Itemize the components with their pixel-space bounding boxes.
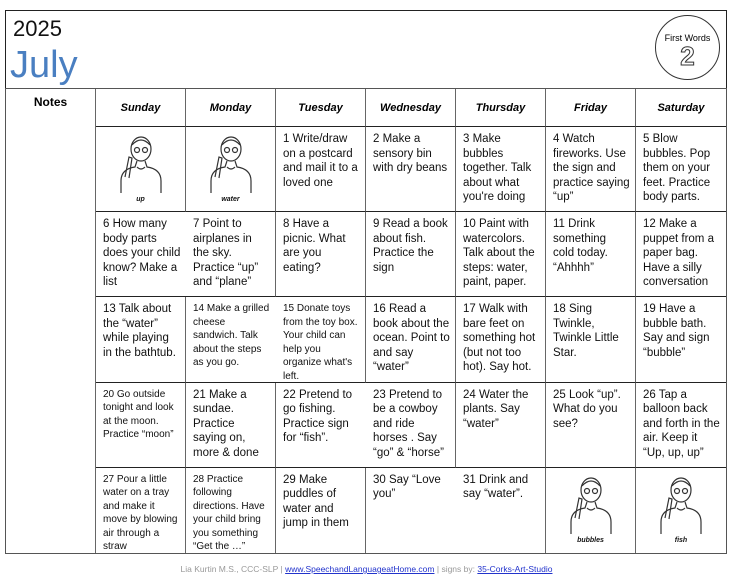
sign-illustration-water [186,127,276,212]
notes-column: Notes [6,89,96,553]
day-header-wednesday: Wednesday [366,89,456,127]
day-cell: 2 Make a sensory bin with dry beans [366,127,456,212]
day-cell: 22 Pretend to go fishing. Practice sign for “fish”. [276,383,366,468]
day-cell: 27 Pour a little water on a tray and make it move by blowing air through a straw [96,468,186,553]
day-cell: 21 Make a sundae. Practice saying on, more & done [186,383,276,468]
first-words-badge [655,15,720,80]
sign-figure-icon [201,131,261,193]
badge-number: 2 [680,41,695,71]
footer-separator: | [436,564,440,574]
footer [0,564,733,574]
day-cell: 4 Watch fireworks. Use the sign and practice saying “up” [546,127,636,212]
day-cell: 12 Make a puppet from a paper bag. Have a silly conversation [636,212,726,297]
day-cell: 28 Practice following directions. Have your child bring you something “Get the …” [186,468,276,553]
day-header-sunday: Sunday [96,89,186,127]
day-cell: 11 Drink something cold today. “Ahhhh” [546,212,636,297]
day-cell: 25 Look “up”. What do you see? [546,383,636,468]
day-cell: 24 Water the plants. Say “water” [456,383,546,468]
day-cell: 7 Point to airplanes in the sky. Practice “up” and “plane” [186,212,276,297]
sign-figure-icon [651,472,711,534]
day-header-tuesday: Tuesday [276,89,366,127]
day-cell: 20 Go outside tonight and look at the moon. Practice “moon” [96,383,186,468]
sign-caption: fish [674,537,688,545]
calendar-grid [5,88,727,554]
day-cell: 3 Make bubbles together. Talk about what you're doing [456,127,546,212]
day-cell: 19 Have a bubble bath. Say and sign “bubble” [636,297,726,382]
day-cell: 5 Blow bubbles. Pop them on your feet. Practice body parts. [636,127,726,212]
day-cell: 6 How many body parts does your child know? Make a list [96,212,186,297]
day-cell: 23 Pretend to be a cowboy and ride horses . Say “go” & “horse” [366,383,456,468]
day-cell: 8 Have a picnic. What are you eating? [276,212,366,297]
badge-label: First Words [664,33,711,43]
day-header-monday: Monday [186,89,276,127]
day-cell: 31 Drink and say “water”. [456,468,546,553]
day-cell: 30 Say “Love you” [373,473,441,501]
website-link[interactable]: www.SpeechandLanguageatHome.com [285,564,435,574]
day-cell: 13 Talk about the “water” while playing in the bathtub. [96,297,186,382]
day-cell: 17 Walk with bare feet on something hot (but not too hot). Say hot. [456,297,546,382]
artist-link[interactable]: 35-Corks-Art-Studio [477,564,553,574]
sign-figure-icon [561,472,621,534]
day-cell: 14 Make a grilled cheese sandwich. Talk about the steps as you go. [186,297,276,382]
footer-separator: | [280,564,283,574]
sign-caption: up [136,195,145,203]
day-cell: 1 Write/draw on a postcard and mail it to a loved one [276,127,366,212]
day-cell: 9 Read a book about fish. Practice the sign [366,212,456,297]
day-header-thursday: Thursday [456,89,546,127]
day-cell: 15 Donate toys from the toy box. Your child can help you organize what's left. [276,297,366,382]
day-cell: 16 Read a book about the ocean. Point to and say “water” [366,297,456,382]
day-cell: 10 Paint with watercolors. Talk about the steps: water, paint, paper. [456,212,546,297]
sign-illustration-fish [636,468,726,553]
day-cell: 26 Tap a balloon back and forth in the air. Keep it “Up, up, up” [636,383,726,468]
calendar-header [5,10,727,89]
day-header-friday: Friday [546,89,636,127]
sign-caption: bubbles [577,537,604,545]
day-cell: 18 Sing Twinkle, Twinkle Little Star. [546,297,636,382]
footer-author: Lia Kurtin M.S., CCC-SLP [180,564,279,574]
year: 2025 [13,16,62,41]
sign-illustration-up [96,127,186,212]
signs-by-label: signs by: [441,564,475,574]
day-cell: 29 Make puddles of water and jump in them [276,468,366,553]
sign-illustration-bubbles [546,468,636,553]
day-header-saturday: Saturday [636,89,726,127]
sign-caption: water [221,195,240,203]
month-title: July [10,44,78,86]
sign-figure-icon [111,131,171,193]
